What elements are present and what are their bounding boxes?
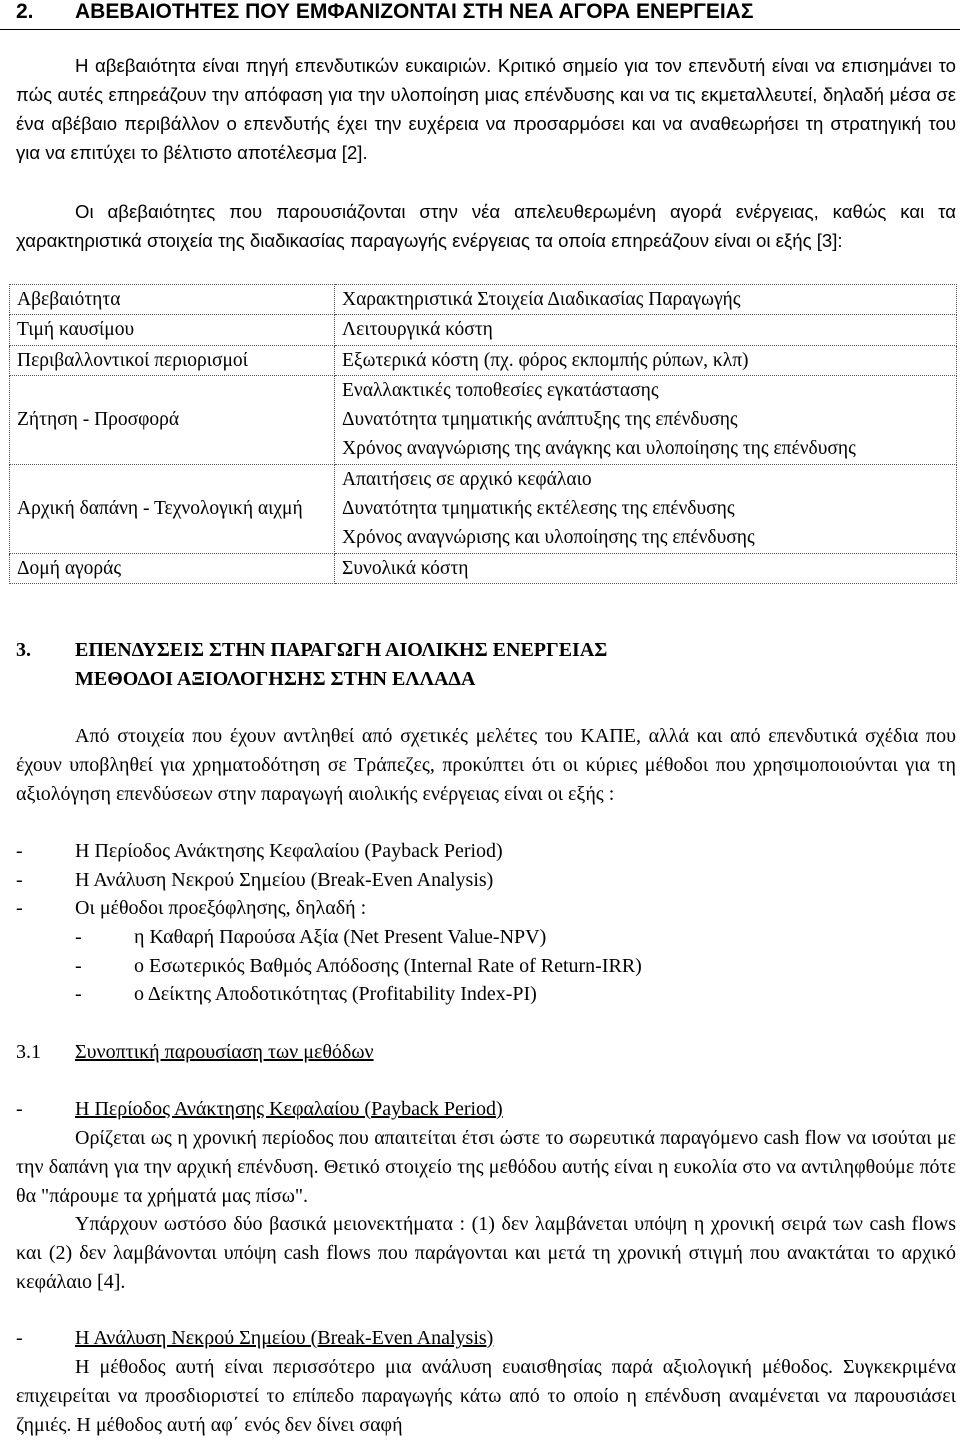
table-row [10,345,957,375]
section-3-1-heading [16,1038,956,1067]
method-discounting: Οι μέθοδοι προεξόφλησης, δηλαδή : [75,897,367,920]
table-header-characteristics: Χαρακτηριστικά Στοιχεία Διαδικασίας Παραγωγής [335,285,957,315]
section-3-1-title: Συνοπτική παρουσίαση των μεθόδων [75,1041,374,1063]
section-3-title-line-1: ΕΠΕΝΔΥΣΕΙΣ ΣΤΗΝ ΠΑΡΑΓΩΓΗ ΑΙΟΛΙΚΗΣ ΕΝΕΡΓΕΙΑΣ [75,639,608,661]
list-item [16,837,956,866]
section-3-1-number: 3.1 [16,1041,41,1063]
submethod-npv: η Καθαρή Παρούσα Αξία (Net Present Value-NPV) [134,926,547,948]
uncertainty-table [9,284,957,584]
payback-paragraph-1: Ορίζεται ως η χρονική περίοδος που απαιτείται έτσι ώστε το σωρευτικά παραγόμενο cash flow να ισούται με την δαπάνη για την αρχική επένδυση. Θετικό στοιχείο της μεθόδου αυτής είναι η ευκολία στο να αντιληφθούμε πότε θα "πάρουμε τα χρήματά μας πίσω". [16,1127,956,1207]
list-dash: - [75,926,82,948]
payback-paragraph-2: Υπάρχουν ωστόσο δύο βασικά μειονεκτήματα : (1) δεν λαμβάνεται υπόψη η χρονική σειρά των cash flows και (2) δεν λαμβάνονται υπόψη cash flows που παράγονται και μετά τη χρονική στιγμή που ανακτάται το αρχικό κεφάλαιο [4]. [16,1213,956,1293]
table-cell-uncertainty: Περιβαλλοντικοί περιορισμοί [10,345,335,375]
section-3-1-heading-row [16,1038,956,1067]
section-3-heading [16,636,956,694]
submethod-pi: ο Δείκτης Αποδοτικότητας (Profitability Index-PI) [134,983,537,1006]
table-cell-uncertainty: Αρχική δαπάνη - Τεχνολογική αιχμή [10,464,335,553]
list-dash: - [16,868,23,891]
list-dash: - [75,954,82,977]
table-header-row [10,285,957,315]
break-even-title: Η Ανάλυση Νεκρού Σημείου (Break-Even Analysis) [75,1327,494,1349]
table-row [10,464,957,553]
list-dash: - [16,1098,23,1120]
list-item [75,952,955,981]
methods-list [16,837,956,923]
table-row [10,375,957,464]
section-2-title: ΑΒΕΒΑΙΟΤΗΤΕΣ ΠΟΥ ΕΜΦΑΝΙΖΟΝΤΑΙ ΣΤΗ ΝΕΑ ΑΓΟΡΑ ΕΝΕΡΓΕΙΑΣ [75,0,754,23]
heading-rule [0,29,960,30]
table-row [10,315,957,345]
section-2-paragraph-2: Οι αβεβαιότητες που παρουσιάζονται στην νέα απελευθερωμένη αγορά ενέργειας, καθώς και τα χαρακτηριστικά στοιχεία της διαδικασίας παραγωγής ενέργειας τα οποία επηρεάζουν είναι οι εξής [3]: [16,201,956,251]
table-cell-characteristics: Απαιτήσεις σε αρχικό κεφάλαιο Δυνατότητα τμηματικής εκτέλεσης της επένδυσης Χρόνος αναγνώρισης και υλοποίησης της επένδυσης [335,464,957,553]
payback-title: Η Περίοδος Ανάκτησης Κεφαλαίου (Payback Period) [75,1098,503,1120]
break-even-heading [16,1324,956,1353]
section-3-title-line-2: ΜΕΘΟΔΟΙ ΑΞΙΟΛΟΓΗΣΗΣ ΣΤΗΝ ΕΛΛΑΔΑ [75,668,476,690]
list-dash: - [75,983,82,1006]
payback-heading-row [16,1095,956,1124]
section-3-intro: Από στοιχεία που έχουν αντληθεί από σχετικές μελέτες του ΚΑΠΕ, αλλά και από επενδυτικά σχέδια που έχουν υποβληθεί για χρηματοδότηση σε Τράπεζες, προκύπτει ότι οι κύριες μέθοδοι που χρησιμοποιούνται για τη αξιολόγηση επενδύσεων στην παραγωγή αιολικής ενέργειας είναι οι εξής : [16,725,956,805]
section-3-number: 3. [16,639,31,661]
section-2-paragraph-1: Η αβεβαιότητα είναι πηγή επενδυτικών ευκαιριών. Κριτικό σημείο για τον επενδυτή είναι να επισημάνει το πώς αυτές επηρεάζουν την απόφαση για την υλοποίηση μιας επένδυσης και να τις εκμεταλλευτεί, δηλαδή μέσα σε ένα αβέβαιο περιβάλλον ο επενδυτής έχει την ευχέρεια να προσαρμόσει και να αναθεωρήσει τη στρατηγική του για να επιτύχει το βέλτιστο αποτέλεσμα [2]. [16,55,956,163]
payback-heading [16,1095,956,1124]
table-cell-characteristics: Εναλλακτικές τοποθεσίες εγκατάστασης Δυνατότητα τμηματικής ανάπτυξης της επένδυσης Χρόνος αναγνώρισης της ανάγκης και υλοποίησης της επένδυσης [335,375,957,464]
discounting-methods-list [75,923,955,1009]
table-cell-characteristics: Εξωτερικά κόστη (πχ. φόρος εκπομπής ρύπων, κλπ) [335,345,957,375]
list-item [16,894,956,923]
list-dash: - [16,840,23,862]
table-row [10,553,957,583]
list-dash: - [16,897,23,920]
list-item [75,923,955,952]
table-cell-characteristics: Συνολικά κόστη [335,553,957,583]
method-payback: Η Περίοδος Ανάκτησης Κεφαλαίου (Payback Period) [75,840,503,862]
break-even-heading-row [16,1324,956,1353]
table-cell-characteristics: Λειτουργικά κόστη [335,315,957,345]
section-2-number: 2. [16,0,34,23]
method-break-even: Η Ανάλυση Νεκρού Σημείου (Break-Even Analysis) [75,868,494,891]
break-even-paragraph-1: Η μέθοδος αυτή είναι περισσότερο μια ανάλυση ευαισθησίας παρά αξιολογική μέθοδος. Συγκεκριμένα επιχειρείται να προσδιοριστεί το επίπεδο παραγωγής κάτω από το οποίο η επένδυση αναμένεται να παρουσιάσει ζημιές. Η μέθοδος αυτή αφ΄ ενός δεν δίνει σαφή [16,1356,956,1436]
list-dash: - [16,1327,23,1349]
table-cell-uncertainty: Τιμή καυσίμου [10,315,335,345]
table-cell-uncertainty: Ζήτηση - Προσφορά [10,375,335,464]
table-header-uncertainty: Αβεβαιότητα [10,285,335,315]
submethod-irr: ο Εσωτερικός Βαθμός Απόδοσης (Internal Rate of Return-IRR) [134,954,642,977]
table-cell-uncertainty: Δομή αγοράς [10,553,335,583]
list-item [75,980,955,1009]
list-item [16,866,956,895]
